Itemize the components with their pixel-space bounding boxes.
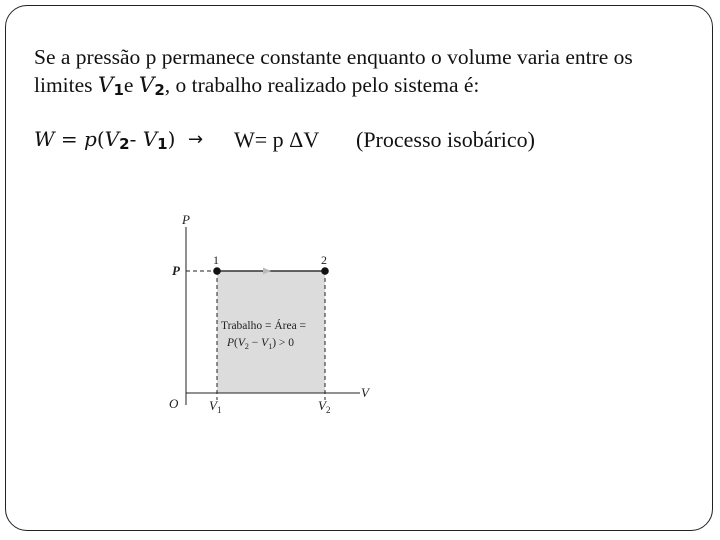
formula-w: W: [34, 127, 55, 151]
axis-y-label: P: [182, 212, 190, 227]
formula-v2-sub: 2: [119, 135, 130, 153]
text-line-1: [34, 43, 694, 71]
pv-diagram-svg: [160, 205, 385, 425]
short-formula: W= p ΔV: [234, 127, 320, 152]
formula-v1-sub: 1: [157, 135, 168, 153]
area-label-line-2: $P(V_2 - V_1) > 0$: [227, 337, 295, 351]
origin-label: O: [169, 396, 179, 411]
state-point-2: [321, 267, 329, 275]
v1-symbol: V: [97, 73, 114, 98]
state-point-1: [213, 267, 221, 275]
formula-close-paren: ): [167, 127, 176, 151]
line1-text: Se a pressão p permanece constante enquanto o volume varia entre os: [34, 45, 633, 69]
arrow-icon: →: [188, 129, 204, 150]
pv-diagram: [160, 205, 385, 425]
work-formula: [34, 127, 175, 153]
formula-v1: V: [142, 127, 158, 151]
formula-v2: V: [104, 127, 120, 151]
v2-tick-symbol: V: [318, 398, 326, 413]
v2-tick-sub: 2: [325, 405, 331, 415]
line2-prefix: limites: [34, 73, 98, 97]
text-line-2: [34, 71, 479, 104]
formula-p: p: [84, 127, 97, 151]
point-2-label: 2: [321, 253, 327, 267]
formula-minus: -: [129, 127, 143, 151]
formula-equals: =: [54, 127, 85, 151]
v2-tick-label: [318, 398, 330, 415]
work-area: [217, 271, 325, 393]
connector-text: e: [123, 73, 139, 97]
process-label: (Processo isobárico): [356, 127, 536, 152]
pressure-label: P: [172, 263, 180, 278]
v1-tick-sub: 1: [216, 405, 222, 415]
v1-tick-symbol: V: [209, 398, 217, 413]
line2-suffix: , o trabalho realizado pelo sistema é:: [164, 73, 480, 97]
point-1-label: 1: [213, 253, 219, 267]
v1-subscript: 1: [113, 81, 124, 99]
formula-open-paren: (: [96, 127, 105, 151]
v2-symbol: V: [138, 73, 155, 98]
v1-tick-label: [209, 398, 221, 415]
area-label-line-1: Trabalho = Área =: [221, 320, 307, 332]
equation-row: [34, 127, 694, 157]
axis-x-label: V: [361, 385, 369, 400]
v2-subscript: 2: [154, 81, 165, 99]
